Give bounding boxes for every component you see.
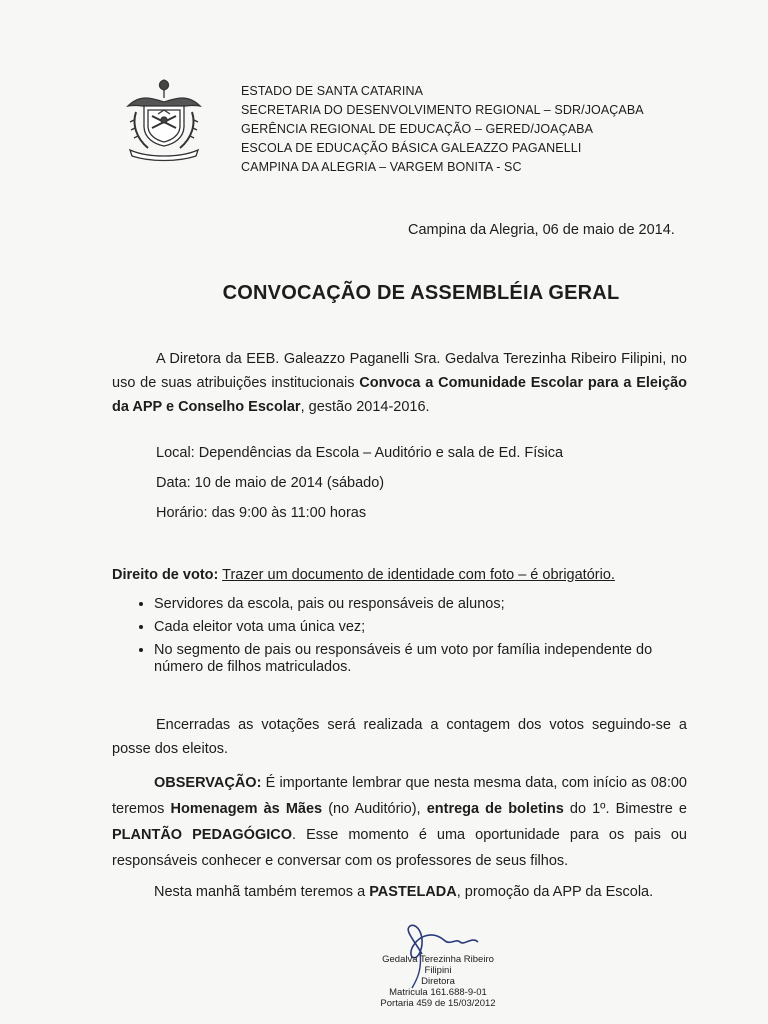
- date-line: Campina da Alegria, 06 de maio de 2014.: [408, 222, 675, 238]
- pastelada-paragraph: [154, 880, 653, 904]
- observation-text: É importante lembrar que nesta mesma data, com início as 08:00 teremos: [112, 775, 687, 817]
- letterhead: [241, 82, 644, 177]
- pastelada-bold: PASTELADA: [369, 884, 457, 900]
- state-coat-of-arms-icon: [118, 72, 210, 164]
- letterhead-line: ESTADO DE SANTA CATARINA: [241, 84, 424, 98]
- signer-portaria: Portaria 459 de 15/03/2012: [380, 998, 496, 1009]
- observation-bold: PLANTÃO PEDAGÓGICO: [112, 827, 293, 843]
- signature-block: [372, 954, 504, 1009]
- document-title: CONVOCAÇÃO DE ASSEMBLÉIA GERAL: [222, 282, 620, 304]
- intro-text-end: , gestão 2014-2016.: [300, 399, 430, 415]
- list-item: • No segmento de pais ou responsáveis é um voto por família independente do número de filhos matriculados.: [154, 642, 687, 676]
- letterhead-line: ESCOLA DE EDUCAÇÃO BÁSICA GALEAZZO PAGANELLI: [241, 141, 582, 155]
- closing-paragraph: Encerradas as votações será realizada a contagem dos votos seguindo-se a posse dos eleitos.: [112, 717, 687, 757]
- intro-text: A Diretora da EEB. Galeazzo Paganelli Sra. Gedalva Terezinha Ribeiro Filipini, no uso de suas atribuições institucionais: [112, 351, 687, 391]
- intro-paragraph: [112, 347, 687, 419]
- vote-requirement-text: Trazer um documento de identidade com foto – é obrigatório.: [222, 567, 615, 583]
- vote-requirement: [112, 563, 672, 587]
- observation-text: (no Auditório),: [322, 801, 427, 817]
- letterhead-line: GERÊNCIA REGIONAL DE EDUCAÇÃO – GERED/JOAÇABA: [241, 122, 594, 136]
- list-item: • Cada eleitor vota uma única vez;: [154, 619, 687, 636]
- list-item: • Servidores da escola, pais ou responsáveis de alunos;: [154, 596, 687, 613]
- observation-bold: Homenagem às Mães: [170, 801, 323, 817]
- observation-label: OBSERVAÇÃO:: [154, 775, 262, 791]
- pastelada-text: Nesta manhã também teremos a: [154, 884, 370, 900]
- letterhead-line: CAMPINA DA ALEGRIA – VARGEM BONITA - SC: [241, 160, 522, 174]
- observation-text: . Esse momento é uma oportunidade para os pais ou responsáveis conhecer e conversar com os professores de seus filhos.: [112, 827, 687, 869]
- signer-name: Gedalva Terezinha Ribeiro Filipini: [382, 954, 494, 976]
- event-date: Data: 10 de maio de 2014 (sábado): [156, 475, 385, 491]
- signer-role: Diretora: [421, 976, 455, 987]
- letterhead-line: SECRETARIA DO DESENVOLVIMENTO REGIONAL – SDR/JOAÇABA: [241, 103, 644, 117]
- intro-bold: Convoca a Comunidade Escolar para a Eleição da APP e Conselho Escolar: [112, 375, 687, 415]
- observation-bold: entrega de boletins: [426, 801, 564, 817]
- pastelada-text: , promoção da APP da Escola.: [456, 884, 654, 900]
- event-time: Horário: das 9:00 às 11:00 horas: [156, 505, 367, 521]
- signer-matricula: Matricula 161.688-9-01: [389, 987, 487, 998]
- observation-paragraph: [112, 770, 687, 874]
- event-local: Local: Dependências da Escola – Auditório e sala de Ed. Física: [156, 445, 564, 461]
- vote-label: Direito de voto:: [112, 567, 219, 583]
- voting-rules-list: [112, 596, 687, 682]
- event-info: [156, 438, 563, 528]
- observation-text: do 1º. Bimestre e: [563, 801, 687, 817]
